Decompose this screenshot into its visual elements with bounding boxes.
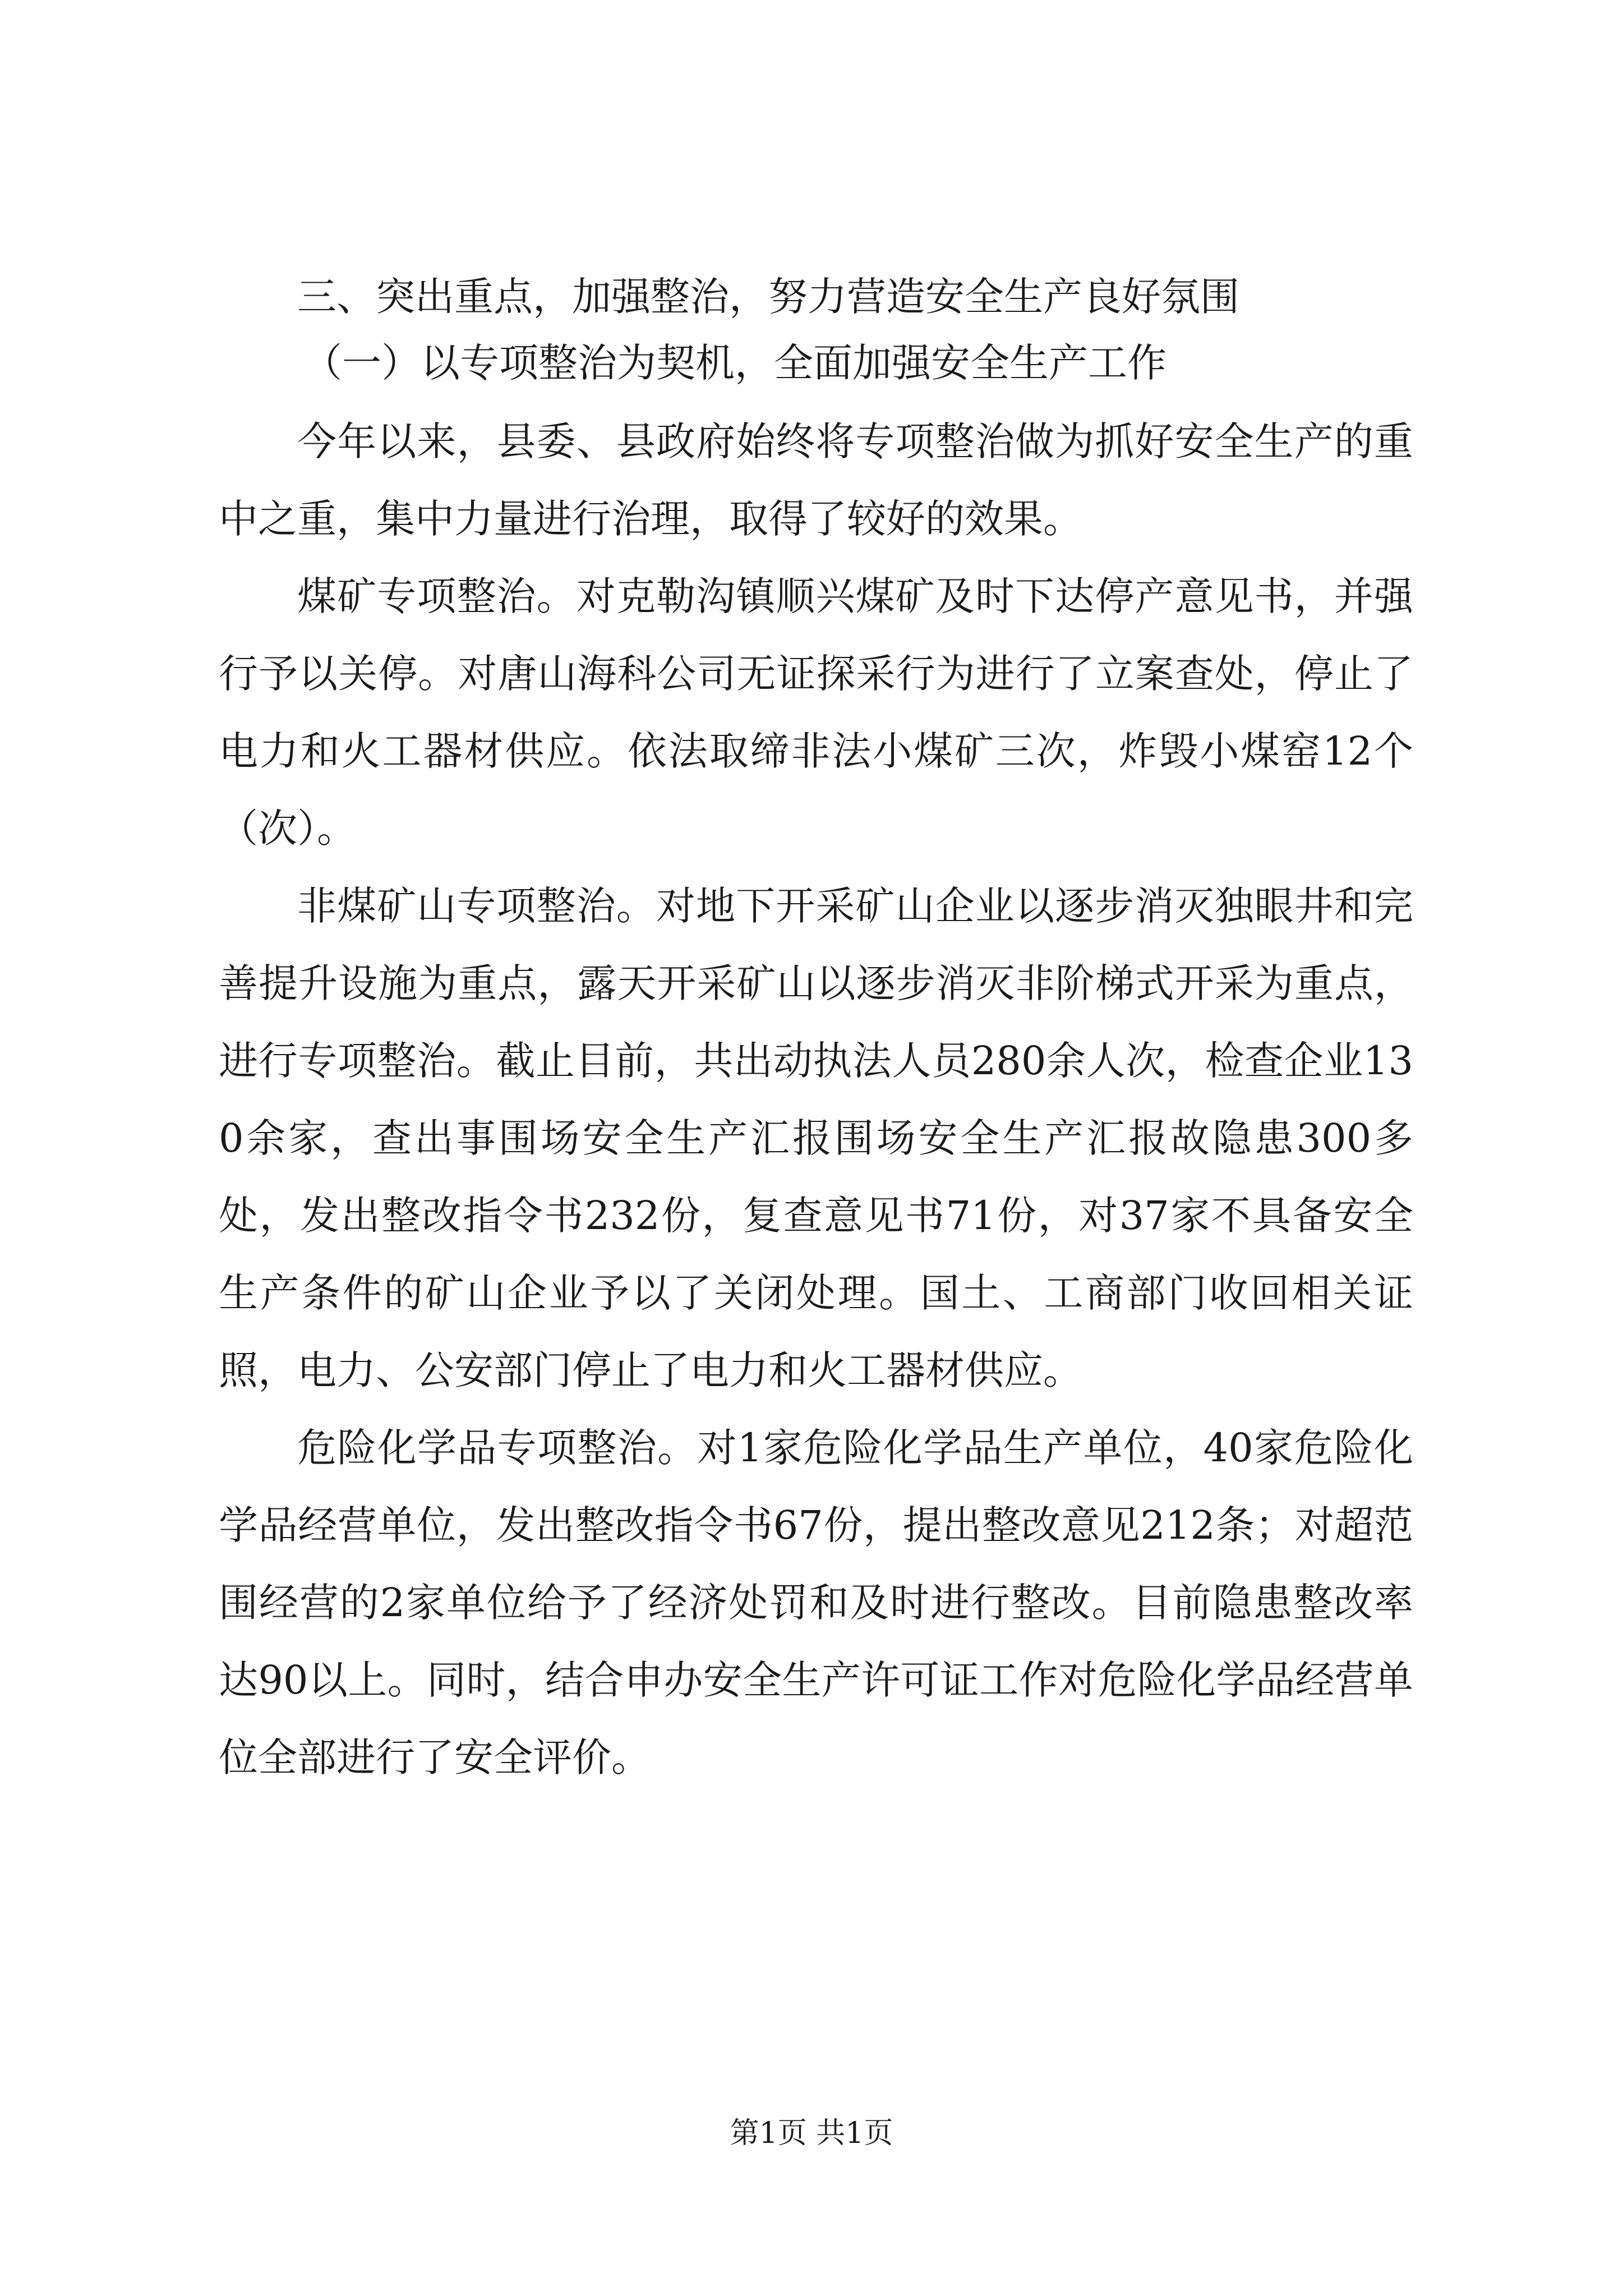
document-body <box>219 264 1413 1796</box>
paragraph-non-coal-mine: 非煤矿山专项整治。对地下开采矿山企业以逐步消灭独眼井和完善提升设施为重点，露天开采矿山以逐步消灭非阶梯式开采为重点，进行专项整治。截止目前，共出动执法人员280余人次，检查企业130余家，查出事围场安全生产汇报围场安全生产汇报故隐患300多处，发出整改指令书232份，复查意见书71份，对37家不具备安全生产条件的矿山企业予以了关闭处理。国土、工商部门收回相关证照，电力、公安部门停止了电力和火工器材供应。 <box>219 883 1413 1393</box>
paragraph-hazardous-chemicals: 危险化学品专项整治。对1家危险化学品生产单位，40家危险化学品经营单位，发出整改指令书67份，提出整改意见212条；对超范围经营的2家单位给予了经济处罚和及时进行整改。目前隐患整改率达90以上。同时，结合申办安全生产许可证工作对危险化学品经营单位全部进行了安全评价。 <box>219 1425 1413 1780</box>
paragraph-coal-mine: 煤矿专项整治。对克勒沟镇顺兴煤矿及时下达停产意见书，并强行予以关停。对唐山海科公司无证探采行为进行了立案查处，停止了电力和火工器材供应。依法取缔非法小煤矿三次，炸毁小煤窑12个（次）。 <box>219 573 1413 852</box>
section-heading: 三、突出重点，加强整治，努力营造安全生产良好氛围 <box>297 274 1239 320</box>
subsection-heading: （一）以专项整治为契机，全面加强安全生产工作 <box>303 340 1166 386</box>
paragraph-intro: 今年以来，县委、县政府始终将专项整治做为抓好安全生产的重中之重，集中力量进行治理，取得了较好的效果。 <box>219 418 1413 542</box>
page-number-footer: 第1页 共1页 <box>730 2116 893 2150</box>
